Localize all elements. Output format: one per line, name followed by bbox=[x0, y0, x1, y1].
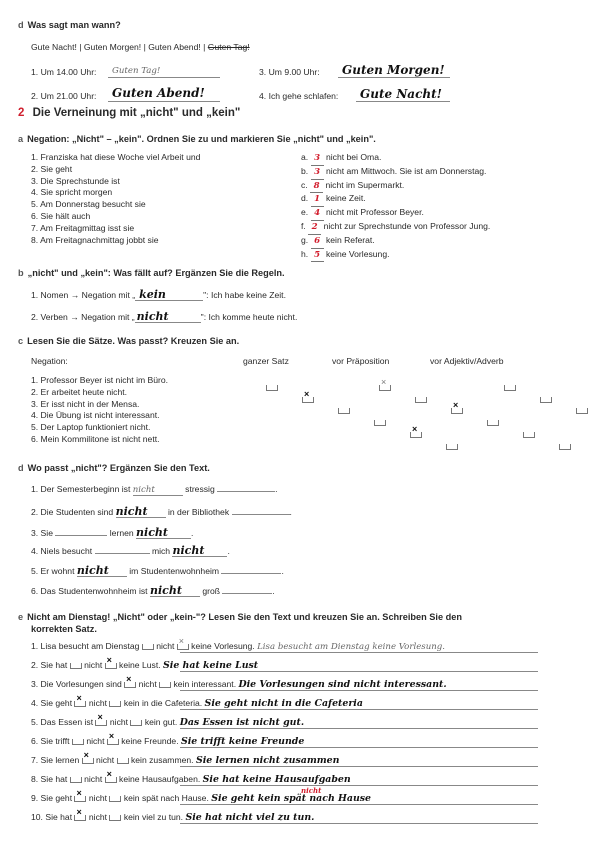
row-text: 7. Sie lernen bbox=[31, 755, 80, 765]
d1-answer-1[interactable]: Guten Tag! bbox=[112, 66, 161, 76]
item-text: nicht bei Oma. bbox=[325, 152, 382, 162]
d1-answer-3[interactable]: Guten Morgen! bbox=[342, 63, 445, 77]
blank-answer[interactable]: nicht bbox=[150, 586, 200, 597]
checkbox-kein[interactable] bbox=[109, 796, 121, 802]
checkbox[interactable] bbox=[415, 397, 427, 403]
section-d2-heading bbox=[18, 463, 210, 474]
line-text: 5. Er wohnt bbox=[31, 566, 75, 576]
option-nicht: nicht bbox=[96, 755, 115, 765]
rule-text: ": Ich habe keine Zeit. bbox=[203, 290, 286, 300]
section-title: Nicht am Dienstag! „Nicht" oder „kein-"? Lesen Sie den Text und kreuzen Sie an. Schreiben Sie den bbox=[27, 612, 462, 622]
d1-answer-2[interactable]: Guten Abend! bbox=[112, 86, 205, 100]
answer-field[interactable]: 3 bbox=[311, 153, 324, 166]
checkbox[interactable] bbox=[487, 420, 499, 426]
section-title: Was sagt man wann? bbox=[27, 20, 121, 30]
option-nicht: nicht bbox=[88, 793, 108, 803]
section-e-heading bbox=[18, 612, 462, 623]
option-kein: keine Vorlesung. bbox=[191, 641, 255, 651]
line-text: in der Bibliothek bbox=[167, 507, 230, 517]
checkbox-nicht[interactable] bbox=[82, 758, 94, 764]
section-title: Lesen Sie die Sätze. Was passt? Kreuzen Sie an. bbox=[27, 336, 240, 346]
rule-2 bbox=[31, 312, 297, 323]
option-kein: kein spät nach Hause. bbox=[123, 793, 209, 803]
table-row: 2. Er arbeitet heute nicht. bbox=[31, 386, 128, 397]
line-text: 6. Das Studentenwohnheim ist bbox=[31, 586, 148, 596]
answer-field[interactable]: 2 bbox=[308, 222, 321, 235]
answer-field[interactable]: 5 bbox=[311, 250, 324, 263]
d2-line-5: 5. Er wohnt nicht im Studentenwohnheim . bbox=[31, 564, 284, 577]
section-b-heading bbox=[18, 268, 285, 279]
table-row: 1. Professor Beyer ist nicht im Büro. bbox=[31, 375, 169, 385]
item-question: Um 21.00 Uhr: bbox=[40, 91, 97, 101]
list-item bbox=[301, 207, 490, 221]
rule-text: ": Ich komme heute nicht. bbox=[200, 312, 298, 322]
checkbox[interactable] bbox=[559, 444, 571, 450]
item-text: nicht im Supermarkt. bbox=[325, 179, 405, 190]
checkbox-kein[interactable] bbox=[130, 720, 142, 726]
item-letter: a. bbox=[301, 152, 309, 162]
section-title: Negation: „Nicht" – „kein". Ordnen Sie zu und markieren Sie „nicht" und „kein". bbox=[27, 134, 376, 144]
d1-answer-4[interactable]: Gute Nacht! bbox=[360, 87, 442, 101]
written-answer[interactable]: Sie geht nicht in die Cafeteria bbox=[204, 698, 363, 709]
line-text: mich bbox=[151, 546, 171, 556]
checkbox-nicht[interactable] bbox=[70, 777, 82, 783]
item-text: keine Zeit. bbox=[325, 193, 366, 204]
section-title: Wo passt „nicht"? Ergänzen Sie den Text. bbox=[27, 463, 210, 473]
rule-text: 1. Nomen → Negation mit „ bbox=[31, 290, 136, 300]
item-number: 3. bbox=[259, 67, 267, 77]
row-text: 2. Sie hat bbox=[31, 660, 68, 670]
list-item bbox=[301, 221, 490, 235]
item-number: 4. bbox=[259, 91, 267, 101]
greetings-text: Gute Nacht! | Guten Morgen! | Guten Abend! | bbox=[31, 42, 206, 52]
answer-field[interactable]: 4 bbox=[311, 208, 324, 221]
written-answer[interactable]: Sie trifft keine Freunde bbox=[180, 736, 305, 747]
checkbox-nicht[interactable] bbox=[124, 682, 136, 688]
checkbox[interactable] bbox=[451, 408, 463, 414]
line-text: 1. Der Semesterbeginn ist bbox=[31, 484, 131, 494]
written-answer[interactable]: Sie hat keine Hausaufgaben bbox=[202, 774, 351, 785]
list-item bbox=[301, 166, 490, 180]
checkbox-nicht[interactable] bbox=[70, 663, 82, 669]
section-letter-d1: d bbox=[18, 20, 24, 30]
blank-answer[interactable]: nicht bbox=[133, 485, 183, 496]
blank-answer[interactable]: nicht bbox=[172, 546, 227, 557]
exercise-row bbox=[31, 698, 363, 709]
rule-1-answer[interactable]: kein bbox=[135, 290, 203, 301]
c-checkbox-grid bbox=[0, 0, 599, 18]
checkbox[interactable] bbox=[540, 397, 552, 403]
checkbox-kein[interactable] bbox=[159, 682, 171, 688]
checkbox[interactable] bbox=[302, 397, 314, 403]
option-kein: kein viel zu tun. bbox=[123, 812, 184, 822]
checkbox-kein[interactable] bbox=[109, 815, 121, 821]
checkbox-kein[interactable] bbox=[105, 663, 117, 669]
item-number: 1. bbox=[31, 67, 39, 77]
exercise-row bbox=[31, 755, 339, 766]
exercise-row bbox=[31, 679, 447, 690]
option-nicht: nicht bbox=[156, 641, 175, 651]
section-title: Die Verneinung mit „nicht" und „kein" bbox=[32, 107, 241, 119]
section-letter: a bbox=[18, 134, 24, 144]
line-text: 3. Sie bbox=[31, 528, 53, 538]
checkbox-nicht[interactable] bbox=[95, 720, 107, 726]
table-row: 3. Er isst nicht in der Mensa. bbox=[31, 398, 140, 409]
item-letter: b. bbox=[301, 165, 309, 176]
item-text: nicht am Mittwoch. Sie ist am Donnerstag. bbox=[325, 165, 487, 176]
section-letter: e bbox=[18, 612, 24, 622]
item-question: Ich gehe schlafen: bbox=[268, 91, 339, 101]
list-item: 2. Sie geht bbox=[31, 163, 73, 174]
greeting-struck: Guten Tag! bbox=[207, 42, 250, 52]
option-nicht: nicht bbox=[88, 812, 108, 822]
row-text: 1. Lisa besucht am Dienstag bbox=[31, 641, 140, 651]
checkbox[interactable] bbox=[266, 385, 278, 391]
list-item bbox=[301, 193, 490, 207]
item-text: nicht zur Sprechstunde von Professor Jung. bbox=[323, 220, 491, 231]
section-title: „nicht" und „kein": Was fällt auf? Ergänzen Sie die Regeln. bbox=[27, 268, 285, 278]
a-right-list bbox=[301, 152, 490, 262]
exercise-row bbox=[31, 812, 314, 823]
section-a-heading bbox=[18, 134, 376, 145]
written-answer[interactable]: Sie lernen nicht zusammen bbox=[195, 755, 340, 766]
option-nicht: nicht bbox=[88, 698, 108, 708]
checkbox[interactable] bbox=[338, 408, 350, 414]
written-answer[interactable]: Die Vorlesungen sind nicht interessant. bbox=[238, 679, 447, 690]
option-nicht: nicht bbox=[138, 679, 157, 689]
column-header-ganzer-satz: ganzer Satz bbox=[243, 356, 289, 366]
section-title-cont: korrekten Satz. bbox=[31, 624, 97, 634]
checkbox-kein[interactable] bbox=[109, 701, 121, 707]
section-2-heading bbox=[18, 107, 240, 119]
exercise-row bbox=[31, 660, 258, 671]
row-text: 3. Die Vorlesungen sind bbox=[31, 679, 122, 689]
item-letter: e. bbox=[301, 207, 309, 218]
list-item: 3. Die Sprechstunde ist bbox=[31, 175, 120, 186]
rule-2-answer[interactable]: nicht bbox=[135, 312, 201, 323]
row-text: 6. Sie trifft bbox=[31, 736, 70, 746]
section-letter: d bbox=[18, 463, 24, 473]
d2-line-1: 1. Der Semesterbeginn ist nicht stressig . bbox=[31, 484, 278, 495]
list-item bbox=[301, 235, 490, 249]
row-text: 4. Sie geht bbox=[31, 698, 73, 708]
option-kein: keine Hausaufgaben. bbox=[119, 774, 201, 784]
item-letter: f. bbox=[301, 220, 306, 231]
item-question: Um 9.00 Uhr: bbox=[268, 67, 320, 77]
option-kein: keine Lust. bbox=[119, 660, 161, 670]
line-text: stressig bbox=[185, 484, 215, 494]
option-kein: keine Freunde. bbox=[121, 736, 179, 746]
line-text: 4. Niels besucht bbox=[31, 546, 93, 556]
d2-line-3: 3. Sie lernen nicht . bbox=[31, 526, 194, 539]
checkbox[interactable] bbox=[374, 420, 386, 426]
checkbox-kein[interactable] bbox=[107, 739, 119, 745]
checkbox[interactable] bbox=[379, 385, 391, 391]
section-c-heading bbox=[18, 336, 239, 347]
d2-line-2: 2. Die Studenten sind nicht in der Bibliothek . bbox=[31, 505, 292, 518]
list-item: 7. Am Freitagmittag isst sie bbox=[31, 222, 135, 233]
list-item: 1. Franziska hat diese Woche viel Arbeit und bbox=[31, 152, 201, 162]
checkbox-nicht[interactable] bbox=[74, 701, 86, 707]
option-kein: kein gut. bbox=[144, 717, 178, 727]
rule-text: 2. Verben → Negation mit „ bbox=[31, 312, 135, 322]
line-text: im Studentenwohnheim bbox=[129, 566, 220, 576]
line-text: lernen bbox=[109, 528, 134, 538]
written-answer[interactable]: Sie hat keine Lust bbox=[163, 660, 259, 671]
row-text: 10. Sie hat bbox=[31, 812, 73, 822]
d1-item-3 bbox=[259, 67, 320, 77]
list-item: 4. Sie spricht morgen bbox=[31, 187, 113, 198]
d1-item-4 bbox=[259, 91, 338, 101]
a-left-list bbox=[31, 152, 200, 246]
greetings-list bbox=[31, 42, 250, 52]
checkbox-nicht[interactable] bbox=[74, 796, 86, 802]
checkbox-kein[interactable] bbox=[105, 777, 117, 783]
list-item: 8. Am Freitagnachmittag jobbt sie bbox=[31, 234, 159, 245]
exercise-row bbox=[31, 717, 304, 728]
checkbox-nicht[interactable] bbox=[142, 644, 154, 650]
answer-field[interactable]: 1 bbox=[311, 194, 324, 207]
table-row: 4. Die Übung ist nicht interessant. bbox=[31, 410, 160, 421]
line-text: 2. Die Studenten sind bbox=[31, 507, 114, 517]
item-letter: g. bbox=[301, 234, 309, 245]
blank-answer[interactable]: nicht bbox=[136, 528, 191, 539]
exercise-row bbox=[31, 736, 304, 747]
item-letter: d. bbox=[301, 193, 309, 204]
d2-line-4: 4. Niels besucht mich nicht . bbox=[31, 544, 230, 557]
correction-insert: nicht bbox=[301, 786, 322, 795]
list-item: 5. Am Donnerstag besucht sie bbox=[31, 199, 146, 210]
written-answer[interactable]: Sie geht kein spät nach Hause bbox=[211, 793, 372, 804]
option-kein: kein interessant. bbox=[173, 679, 237, 689]
table-row: 6. Mein Kommilitone ist nicht nett. bbox=[31, 433, 160, 444]
exercise-row bbox=[31, 786, 372, 804]
exercise-row bbox=[31, 774, 351, 785]
blank-answer[interactable]: nicht bbox=[77, 566, 127, 577]
written-answer[interactable]: Lisa besucht am Dienstag keine Vorlesung. bbox=[257, 642, 446, 652]
option-nicht: nicht bbox=[84, 774, 103, 784]
item-question: Um 14.00 Uhr: bbox=[40, 67, 97, 77]
d2-line-6: 6. Das Studentenwohnheim ist nicht groß . bbox=[31, 584, 275, 597]
column-header-vor-adjektiv: vor Adjektiv/Adverb bbox=[430, 356, 504, 366]
d1-item-1 bbox=[31, 67, 96, 77]
written-answer[interactable]: Sie hat nicht viel zu tun. bbox=[185, 812, 315, 823]
rule-1 bbox=[31, 290, 286, 301]
c-rows bbox=[31, 375, 168, 446]
option-nicht: nicht bbox=[86, 736, 105, 746]
checkbox[interactable] bbox=[446, 444, 458, 450]
item-number: 2. bbox=[31, 91, 39, 101]
section-letter: b bbox=[18, 268, 24, 278]
table-row: 5. Der Laptop funktioniert nicht. bbox=[31, 422, 151, 433]
checkbox[interactable] bbox=[410, 432, 422, 438]
column-header-vor-praeposition: vor Präposition bbox=[332, 356, 390, 366]
checkbox-kein[interactable] bbox=[177, 644, 189, 650]
column-header-negation: Negation: bbox=[31, 356, 68, 366]
item-text: keine Vorlesung. bbox=[325, 248, 390, 259]
item-letter: h. bbox=[301, 248, 309, 259]
answer-field[interactable]: 6 bbox=[311, 236, 324, 249]
checkbox[interactable] bbox=[523, 432, 535, 438]
answer-field[interactable]: 8 bbox=[310, 181, 323, 194]
item-letter: c. bbox=[301, 179, 308, 190]
option-kein: kein zusammen. bbox=[130, 755, 194, 765]
d1-item-2 bbox=[31, 91, 96, 101]
list-item bbox=[301, 152, 490, 166]
section-letter: c bbox=[18, 336, 24, 346]
blank-answer[interactable]: nicht bbox=[116, 507, 166, 518]
checkbox-kein[interactable] bbox=[117, 758, 129, 764]
written-answer[interactable]: Das Essen ist nicht gut. bbox=[179, 717, 305, 728]
option-nicht: nicht bbox=[84, 660, 103, 670]
answer-field[interactable]: 3 bbox=[311, 167, 324, 180]
row-text: 9. Sie geht bbox=[31, 793, 73, 803]
checkbox[interactable] bbox=[576, 408, 588, 414]
list-item: 6. Sie hält auch bbox=[31, 210, 91, 221]
section-number: 2 bbox=[18, 107, 25, 119]
line-text: groß bbox=[202, 586, 221, 596]
option-nicht: nicht bbox=[109, 717, 129, 727]
checkbox[interactable] bbox=[504, 385, 516, 391]
item-text: nicht mit Professor Beyer. bbox=[325, 207, 424, 218]
checkbox-nicht[interactable] bbox=[74, 815, 86, 821]
list-item bbox=[301, 180, 490, 194]
list-item bbox=[301, 249, 490, 263]
checkbox-nicht[interactable] bbox=[72, 739, 84, 745]
row-text: 8. Sie hat bbox=[31, 774, 68, 784]
option-kein: kein in die Cafeteria. bbox=[123, 698, 203, 708]
row-text: 5. Das Essen ist bbox=[31, 717, 94, 727]
section-d1-heading bbox=[18, 20, 121, 31]
item-text: kein Referat. bbox=[325, 234, 375, 245]
exercise-row bbox=[31, 641, 445, 652]
